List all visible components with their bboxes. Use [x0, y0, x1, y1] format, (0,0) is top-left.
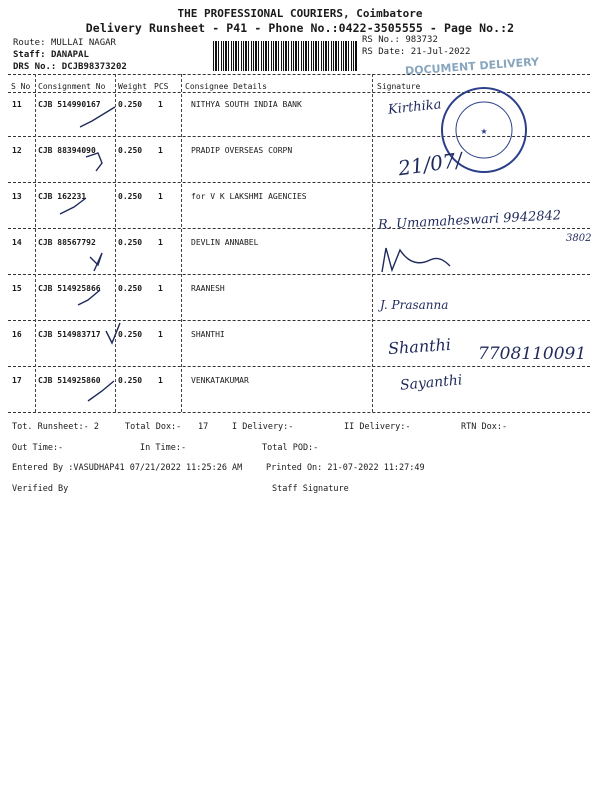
- row-consignment: CJB 88394090: [38, 146, 96, 155]
- signature-row-12: 21/07/: [396, 147, 464, 181]
- entered-by: Entered By :VASUDHAP41 07/21/2022 11:25:26 AM: [12, 463, 243, 473]
- row-sno: 15: [12, 284, 22, 293]
- total-pod: Total POD:-: [262, 443, 319, 453]
- row-consignee: SHANTHI: [191, 330, 225, 339]
- tick-mark: [88, 381, 114, 401]
- col-header-weight: Weight: [118, 82, 147, 91]
- out-time: Out Time:-: [12, 443, 64, 453]
- col-header-consignment: Consignment No: [38, 82, 106, 91]
- runsheet-subtitle: Delivery Runsheet - P41 - Phone No.:0422-3505555 - Page No.:2: [85, 21, 515, 35]
- rs-date-line: [362, 47, 470, 57]
- row-pcs: 1: [158, 146, 163, 155]
- row-pcs: 1: [158, 238, 163, 247]
- in-time: In Time:-: [140, 443, 187, 453]
- rs-no-value: 983732: [405, 35, 438, 45]
- row-sno: 17: [12, 376, 22, 385]
- row-consignee: DEVLIN ANNABEL: [191, 238, 259, 247]
- tot-runsheet: Tot. Runsheet:- 2: [12, 422, 99, 432]
- row-weight: 0.250: [118, 100, 143, 109]
- svg-text:★: ★: [480, 127, 488, 136]
- staff-signature: Staff Signature: [272, 484, 349, 494]
- tick-mark: [106, 323, 120, 343]
- row-consignee: NITHYA SOUTH INDIA BANK: [191, 100, 302, 109]
- row-consignee: for V K LAKSHMI AGENCIES: [191, 192, 307, 201]
- drs-label: DRS No.:: [13, 62, 57, 72]
- row-consignment: CJB 88567792: [38, 238, 96, 247]
- drs-line: [13, 62, 127, 72]
- col-header-pcs: PCS: [154, 82, 169, 91]
- row-weight: 0.250: [118, 330, 143, 339]
- row-consignee: PRADIP OVERSEAS CORPN: [191, 146, 293, 155]
- row-sno: 14: [12, 238, 22, 247]
- row-weight: 0.250: [118, 192, 143, 201]
- column-divider: [181, 74, 182, 412]
- signature-row-14-scribble: [378, 242, 458, 278]
- col-header-sno: S No: [11, 82, 31, 91]
- printed-on: Printed On: 21-07-2022 11:27:49: [266, 463, 425, 473]
- signature-row-16-name: Shanthi: [387, 334, 452, 359]
- row-sno: 12: [12, 146, 22, 155]
- staff-label: Staff:: [13, 50, 46, 60]
- total-dox-label: Total Dox:-: [125, 422, 182, 432]
- total-dox-value: 17: [198, 422, 209, 432]
- row-consignment: CJB 514990167: [38, 100, 101, 109]
- row-weight: 0.250: [118, 284, 143, 293]
- verified-by: Verified By: [12, 484, 69, 494]
- row-pcs: 1: [158, 330, 163, 339]
- tick-mark: [86, 153, 102, 171]
- ii-delivery: II Delivery:-: [344, 422, 411, 432]
- row-pcs: 1: [158, 376, 163, 385]
- rs-no-label: RS No.:: [362, 35, 400, 45]
- row-weight: 0.250: [118, 146, 143, 155]
- rtn-dox: RTN Dox:-: [461, 422, 508, 432]
- row-sno: 11: [12, 100, 22, 109]
- tick-mark: [90, 253, 102, 271]
- barcode-image: [213, 41, 358, 71]
- row-sno: 13: [12, 192, 22, 201]
- row-consignee: RAANESH: [191, 284, 225, 293]
- row-consignee: VENKATAKUMAR: [191, 376, 249, 385]
- row-pcs: 1: [158, 100, 163, 109]
- col-header-consignee: Consignee Details: [185, 82, 267, 91]
- signature-row-16-phone: 7708110091: [478, 344, 587, 364]
- route-line: [13, 38, 116, 48]
- column-divider: [372, 74, 373, 412]
- signature-row-15: J. Prasanna: [380, 298, 449, 312]
- signature-row-17: Sayanthi: [399, 372, 463, 394]
- row-weight: 0.250: [118, 376, 143, 385]
- table-top-rule: [8, 74, 590, 75]
- col-header-signature: Signature: [377, 82, 421, 91]
- company-title: THE PROFESSIONAL COURIERS, Coimbatore: [177, 7, 423, 20]
- tick-mark: [60, 198, 86, 214]
- row-consignment: CJB 162231: [38, 192, 87, 201]
- i-delivery: I Delivery:-: [232, 422, 294, 432]
- route-label: Route:: [13, 38, 46, 48]
- signature-row-14-name: R. Umamaheswari 9942842: [377, 208, 562, 233]
- row-consignment: CJB 514983717: [38, 330, 101, 339]
- row-sno: 16: [12, 330, 22, 339]
- handwritten-ticks: [30, 95, 180, 415]
- rs-date-label: RS Date:: [362, 47, 406, 57]
- row-weight: 0.250: [118, 238, 143, 247]
- rs-no-line: [362, 35, 438, 45]
- staff-line: [13, 50, 89, 60]
- tick-mark: [80, 107, 115, 127]
- row-pcs: 1: [158, 192, 163, 201]
- row-consignment: CJB 514925860: [38, 376, 101, 385]
- tick-mark: [78, 290, 100, 305]
- signature-row-11: Kirthika: [387, 97, 443, 118]
- staff-value: DANAPAL: [50, 50, 89, 60]
- drs-value: DCJB98373202: [61, 62, 127, 72]
- row-pcs: 1: [158, 284, 163, 293]
- route-value: MULLAI NAGAR: [50, 38, 116, 48]
- row-consignment: CJB 514925866: [38, 284, 101, 293]
- signature-row-14-extra: 3802: [566, 233, 592, 244]
- rs-date-value: 21-Jul-2022: [410, 47, 471, 57]
- document-delivery-stamp: DOCUMENT DELIVERY: [404, 55, 540, 78]
